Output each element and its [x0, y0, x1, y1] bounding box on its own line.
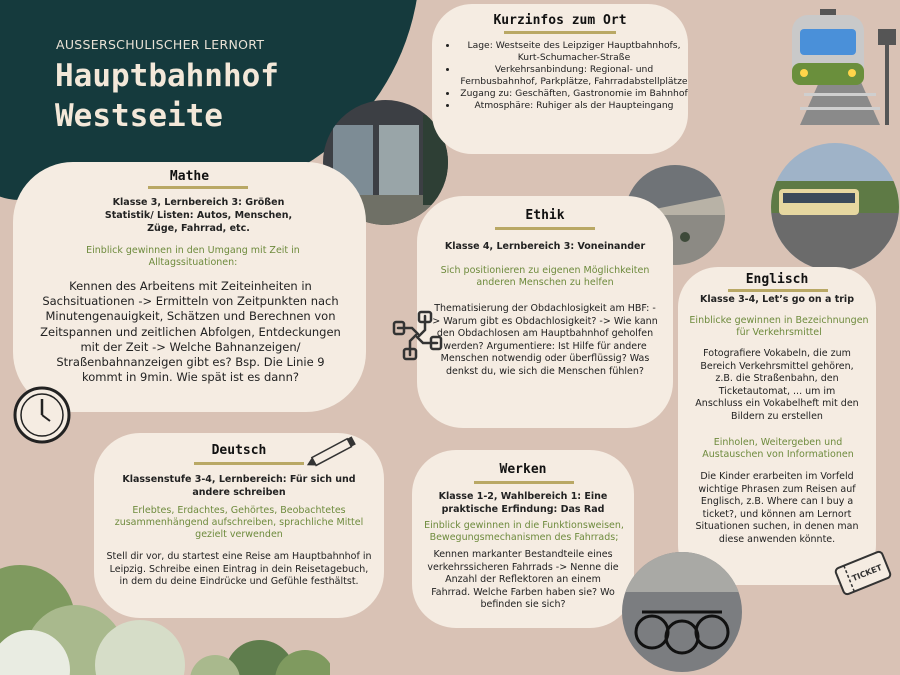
- clock-icon: [12, 385, 72, 445]
- train-icon: [780, 5, 900, 125]
- ethik-underline: [495, 227, 595, 230]
- werken-underline: [474, 481, 574, 484]
- ethik-text: Thematisierung der Obdachlosigkeit am HBF: -> Warum gibt es Obdachlosigkeit? -> Wie kann den Obdachlosen am Hauptbahnhof geholfen werden? Argumentiere: Ist Hilfe für andere Menschen notwendig oder überflüssig? Was denkst du, wie sich die Menschen fühlen?: [432, 303, 658, 377]
- mathe-text: Kennen des Arbeitens mit Zeiteinheiten in Sachsituationen -> Ermitteln von Zeitpunkten nach Minutengenauigkeit, Schätzen und Berechnen von Zeitspannen und zeitlichen Abfolgen, Entdeckungen mit der Zeit -> Welche Bahnanzeigen/ Straßenbahnanzeigen gibt es? Bsp. Die Linie 9 kommt in 9min. Wie spät ist es dann?: [40, 279, 341, 385]
- kurzinfos-list: [446, 40, 690, 112]
- kurzinfos-item: • Zugang zu: Geschäften, Gastronomie im Bahnhof: [458, 88, 690, 100]
- page-title-line2: Westseite: [55, 98, 223, 134]
- englisch-text1: Fotografiere Vokabeln, die zum Bereich Verkehrsmittel gehören, z.B. die Straßenbahn, den Ticketautomat, ... um im Anschluss ein Vokabelheft mit den Bildern zu erstellen: [695, 348, 859, 422]
- mathe-underline: [148, 186, 248, 189]
- pencil-icon: [302, 436, 360, 470]
- englisch-card: [678, 267, 876, 585]
- mathe-goal: Einblick gewinnen in den Umgang mit Zeit in Alltagssituationen:: [86, 245, 300, 268]
- deutsch-underline: [194, 462, 304, 465]
- page-title-line1: Hauptbahnhof: [55, 58, 279, 94]
- kurzinfos-item: • Verkehrsanbindung: Regional- und Fernbusbahnhof, Parkplätze, Fahrradabstellplätze: [458, 64, 690, 88]
- englisch-underline: [728, 289, 828, 292]
- ticket-icon: [832, 545, 894, 601]
- ethik-card: [417, 196, 673, 428]
- mathe-card: [13, 162, 366, 412]
- ticket-label: TICKET: [850, 562, 884, 584]
- werken-card: [412, 450, 634, 628]
- helping-hands-icon: [390, 308, 445, 363]
- werken-goal: Einblick gewinnen in die Funktionsweisen, Bewegungsmechanismen des Fahrrads;: [424, 520, 624, 543]
- deutsch-title: Deutsch: [211, 443, 267, 458]
- kurzinfos-card: [432, 4, 688, 154]
- kurzinfos-underline: [504, 31, 616, 34]
- englisch-level: Klasse 3-4, Let’s go on a trip: [699, 294, 854, 305]
- englisch-goal1: Einblicke gewinnen in Bezeichnungen für Verkehrsmittel: [689, 315, 869, 338]
- deutsch-text: Stell dir vor, du startest eine Reise am Hauptbahnhof in Leipzig. Schreibe einen Eintrag in dein Reisetagebuch, in dem du deine Eindrücke und Gefühle festhältst.: [106, 551, 372, 587]
- ethik-title: Ethik: [525, 208, 565, 223]
- deutsch-level: Klassenstufe 3-4, Lernbereich: Für sich und andere schreiben: [122, 474, 356, 498]
- mathe-title: Mathe: [169, 169, 210, 184]
- kicker: AUSSERSCHULISCHER LERNORT: [56, 37, 265, 52]
- ethik-goal: Sich positionieren zu eigenen Möglichkeiten anderen Menschen zu helfen: [440, 265, 650, 288]
- bikes-photo: [622, 552, 742, 672]
- kurzinfos-title: Kurzinfos zum Ort: [493, 13, 627, 28]
- tram-photo: [771, 143, 899, 271]
- werken-level: Klasse 1-2, Wahlbereich 1: Eine praktische Erfindung: Das Rad: [438, 491, 608, 515]
- kurzinfos-item: • Lage: Westseite des Leipziger Hauptbahnhofs, Kurt-Schumacher-Straße: [458, 40, 690, 64]
- englisch-text2: Die Kinder erarbeiten im Vorfeld wichtige Phrasen zum Reisen auf Englisch, z.B. Where can I buy a ticket?, und können am Lernort Situationen suchen, in denen man diese anwenden könnte.: [695, 471, 859, 545]
- englisch-goal2: Einholen, Weitergeben und Austauschen von Informationen: [702, 437, 854, 460]
- kurzinfos-item: • Atmosphäre: Ruhiger als der Haupteingang: [458, 100, 690, 112]
- deutsch-goal: Erlebtes, Erdachtes, Gehörtes, Beobachtetes zusammenhängend aufschreiben, sprachliche Mittel gezielt verwenden: [114, 505, 364, 540]
- mathe-level: Klasse 3, Lernbereich 3: Größen Statistik/ Listen: Autos, Menschen, Züge, Fahrrad, etc.: [104, 197, 293, 234]
- englisch-title: Englisch: [745, 272, 809, 287]
- ethik-level: Klasse 4, Lernbereich 3: Voneinander: [444, 241, 646, 252]
- werken-title: Werken: [499, 462, 547, 477]
- werken-text: Kennen markanter Bestandteile eines verkehrssicheren Fahrrads -> Nenne die Anzahl der Reflektoren an einem Fahrrad. Welche Farben haben sie? Wo befinden sie sich?: [427, 549, 619, 610]
